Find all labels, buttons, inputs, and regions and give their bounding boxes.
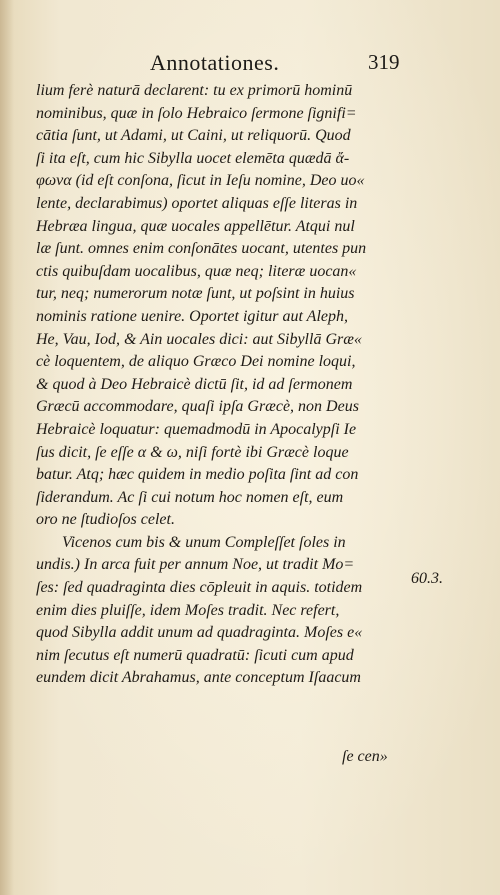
text-line: ſiderandum. Ac ſi cui notum hoc nomen eſt, eum — [36, 488, 344, 506]
main-text-block — [36, 80, 406, 690]
text-line: ſus dicit, ſe eſſe α & ω, niſi fortè ibi Græcè loque — [36, 443, 349, 461]
text-line: & quod à Deo Hebraicè dictū ſit, id ad ſermonem — [36, 375, 353, 393]
page-gutter-shadow — [0, 0, 14, 895]
text-line: quod Sibylla addit unum ad quadraginta. Moſes e« — [36, 624, 363, 642]
text-line: læ ſunt. omnes enim conſonātes uocant, utentes pun — [36, 240, 367, 258]
text-line: lium ferè naturā declarent: tu ex primorū hominū — [36, 82, 353, 99]
text-line: ſi ita eſt, cum hic Sibylla uocet elemēta quædā ἄ- — [36, 149, 350, 167]
text-line: He, Vau, Iod, & Ain uocales dici: aut Sibyllā Græ« — [36, 330, 362, 348]
text-line: nominibus, quæ in ſolo Hebraico ſermone ſignifi= — [36, 104, 357, 122]
text-line: φωνα (id eſt conſona, ſicut in Ieſu nomine, Deo uo« — [36, 172, 365, 190]
text-line: oro ne ſtudioſos celet. — [36, 511, 175, 529]
catchword: ſe cen» — [342, 748, 388, 765]
page-number: 319 — [368, 50, 400, 74]
lemma-line: Vicenos cum bis & unum Compleſſet ſoles in — [62, 533, 346, 551]
text-line: Græcū accommodare, quaſi ipſa Græcè, non Deus — [36, 398, 359, 416]
text-line: eundem dicit Abrahamus, ante conceptum Iſaacum — [36, 669, 361, 687]
text-line: undis.) In arca fuit per annum Noe, ut tradit Mo= — [36, 556, 355, 574]
text-line: nominis ratione uenire. Oportet igitur aut Aleph, — [36, 307, 348, 325]
text-line: ſes: ſed quadraginta dies cōpleuit in aquis. totidem — [36, 579, 363, 597]
running-head: Annotationes. — [150, 50, 280, 75]
text-line: Hebraicè loquatur: quemadmodū in Apocalypſi Ie — [36, 420, 357, 438]
text-line: cè loquentem, de aliquo Græco Dei nomine loqui, — [36, 353, 356, 371]
text-line: nim ſecutus eſt numerū quadratū: ſicuti cum apud — [36, 646, 354, 664]
page-header — [150, 50, 410, 76]
text-line: tur, neq; numerorum notæ ſunt, ut poſsint in huius — [36, 285, 355, 303]
text-line: ctis quibuſdam uocalibus, quæ neq; literæ uocan« — [36, 262, 357, 280]
text-line: lente, declarabimus) oportet aliquas eſſe literas in — [36, 194, 358, 212]
text-line: cātia ſunt, ut Adami, ut Caini, ut reliquorū. Quod — [36, 127, 351, 145]
text-line: Hebræa lingua, quæ uocales appellētur. Atqui nul — [36, 217, 355, 235]
text-line: batur. Atq; hæc quidem in medio poſita ſint ad con — [36, 466, 359, 484]
text-line: enim dies pluiſſe, idem Moſes tradit. Nec refert, — [36, 601, 340, 619]
margin-reference: 60.3. — [411, 570, 443, 587]
